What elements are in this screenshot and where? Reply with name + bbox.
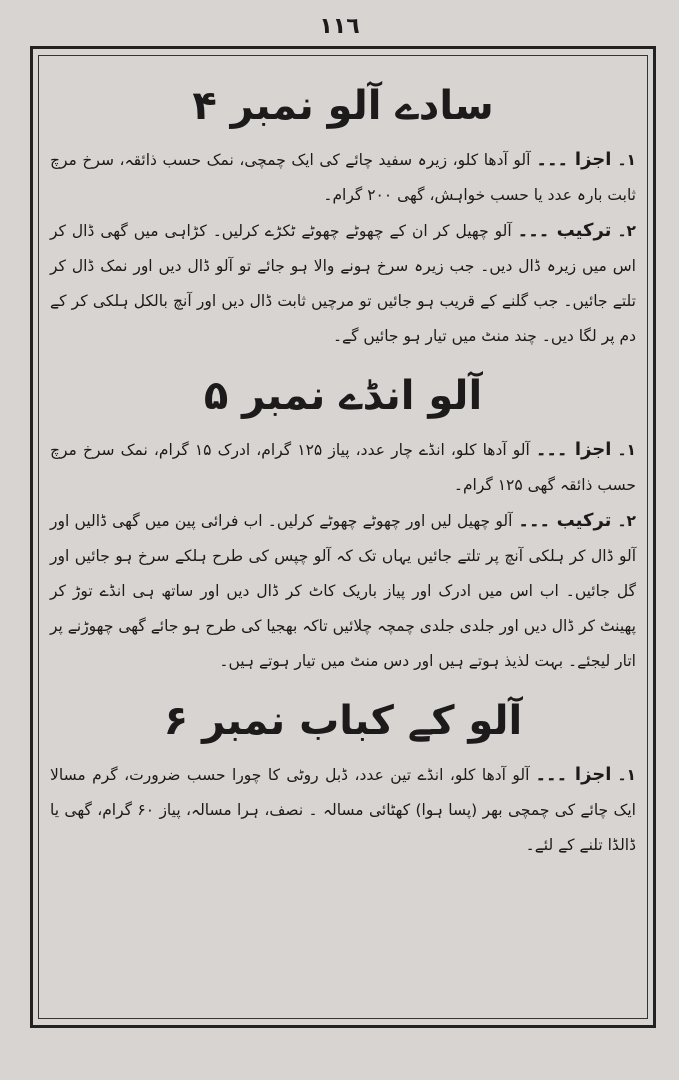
method-text: آلو چھیل کر ان کے چھوٹے چھوٹے ٹکڑے کرلیں۔ کڑاہی میں گھی ڈال کر اس میں زیرہ ڈال دیں۔ جب زیرہ سرخ ہونے والا ہو جائے تو آلو ڈال دیں اور نمک ڈال کر تلتے جائیں۔ جب گلنے کے قریب ہو جائیں تو مرچیں ثابت ڈال دیں اور آنچ بالکل ہلکی کر کے دم پر لگا دیں۔ چند منٹ میں تیار ہو جائیں گے۔: [50, 222, 636, 345]
item-number: ١۔: [617, 766, 636, 784]
item-number: ۲۔: [617, 222, 637, 240]
method-paragraph: [50, 503, 636, 679]
ingredients-text: آلو آدھا کلو، انڈے چار عدد، پیاز ۱۲۵ گرام، ادرک ۱۵ گرام، نمک سرخ مرچ حسب ذائقہ گھی ۱۲۵ گرام۔: [50, 441, 636, 494]
recipe-title: سادے آلو نمبر ۴: [192, 83, 494, 129]
method-label: ترکیب ۔۔۔: [518, 510, 612, 531]
recipe-4: [50, 70, 636, 354]
recipe-5: [50, 360, 636, 679]
ingredients-text: آلو آدھا کلو، زیرہ سفید چائے کی ایک چمچی، نمک حسب ذائقہ، سرخ مرچ ثابت بارہ عدد یا حسب خواہش، گھی ۲۰۰ گرام۔: [50, 151, 636, 204]
method-label: ترکیب ۔۔۔: [517, 220, 612, 241]
recipe-title: آلو کے کباب نمبر ۶: [163, 698, 523, 744]
item-number: ١۔: [617, 441, 636, 459]
method-paragraph: [50, 213, 636, 354]
item-number: ١۔: [617, 151, 636, 169]
ingredients-paragraph: [50, 432, 636, 503]
ingredients-paragraph: [50, 142, 636, 213]
ingredients-label: اجزا ۔۔۔: [536, 149, 612, 170]
item-number: ۲۔: [617, 512, 637, 530]
ingredients-text: آلو آدھا کلو، انڈے تین عدد، ڈبل روٹی کا چورا حسب ضرورت، گرم مسالا ایک چائے کی چمچی بھر (پسا ہوا) کھٹائی مسالہ ۔ نصف، ہرا مسالہ، پیاز ۶۰ گرام، گھی یا ڈالڈا تلنے کے لئے۔: [50, 766, 636, 854]
recipe-6: [50, 685, 636, 863]
page-content: [50, 70, 636, 1005]
method-text: آلو چھیل لیں اور چھوٹے چھوٹے کرلیں۔ اب فرائی پین میں گھی ڈالیں اور آلو ڈال کر ہلکی آنچ پر تلتے جائیں یہاں تک کہ آلو چپس کی طرح ہلکے سرخ ہو جائیں اور گل جائیں۔ اب اس میں ادرک اور پیاز باریک کاٹ کر ڈال دیں اور ساتھ ہی انڈے توڑ کر پھینٹ کر ڈال دیں اور جلدی جلدی چمچہ چلائیں تاکہ بھجیا کی طرح ہو جائے گھی چھوڑنے پر اتار لیجئے۔ بہت لذیذ ہوتے ہیں اور دس منٹ میں تیار ہوتے ہیں۔: [50, 512, 636, 670]
ingredients-label: اجزا ۔۔۔: [535, 764, 612, 785]
recipe-title: آلو انڈے نمبر ۵: [203, 373, 483, 419]
page-number: ١١٦: [319, 14, 360, 39]
ingredients-paragraph: [50, 757, 636, 863]
ingredients-label: اجزا ۔۔۔: [535, 439, 612, 460]
